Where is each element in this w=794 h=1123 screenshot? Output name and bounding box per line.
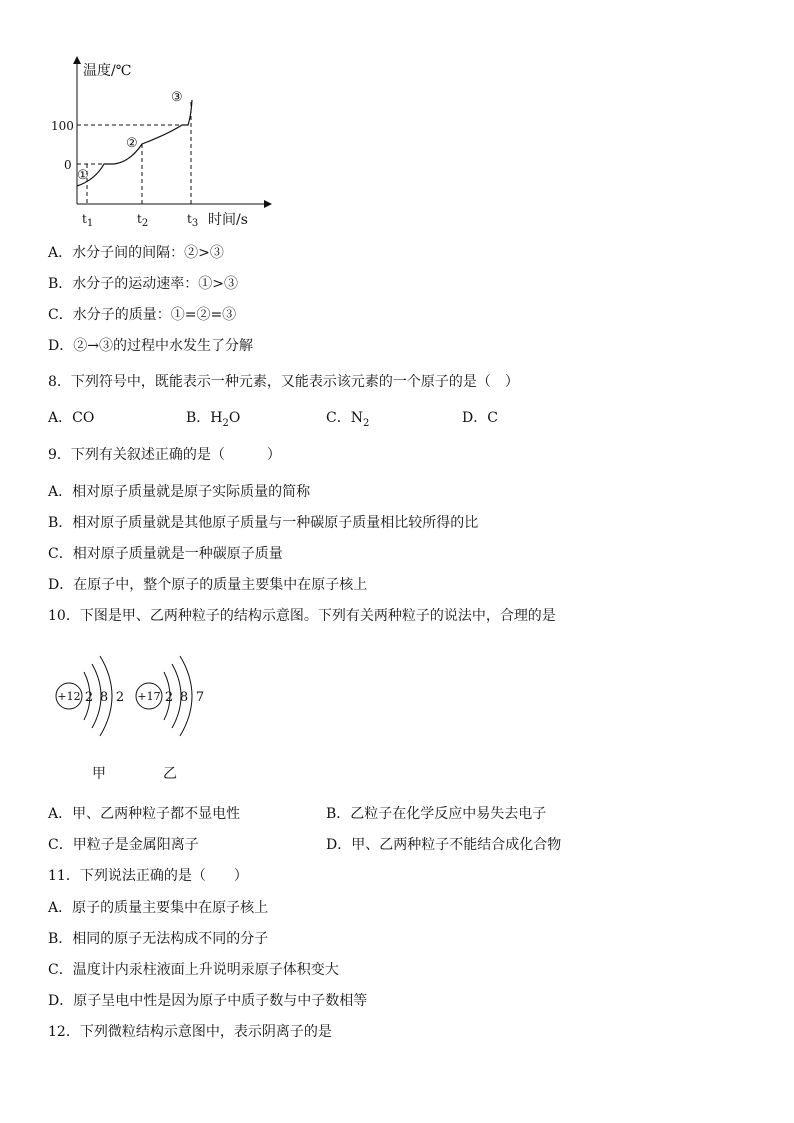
particle-b-diagram [136,656,204,736]
q8-option-b: B．$H_2O$ [186,410,241,429]
q9-option-a: A．相对原子质量就是原子实际质量的简称 [48,484,311,500]
q11-option-c: C．温度计内汞柱液面上升说明汞原子体积变大 [48,962,339,978]
q7-option-a: A．水分子间的间隔：②>③ [48,245,224,261]
q7-option-d: D．②→③的过程中水发生了分解 [48,338,253,354]
stage-marker-2: ② [126,136,138,151]
q7-option-c: C．水分子的质量：①=②=③ [48,307,237,323]
y-axis-label: 温度/℃ [83,63,132,79]
x-tick-t1: $t_1$ [82,212,94,229]
q11-stem: 11．下列说法正确的是（ ） [48,868,248,884]
q10-option-d: D．甲、乙两种粒子不能结合成化合物 [326,837,562,853]
x-tick-t3: $t_3$ [187,212,199,229]
particle-a-label: 甲 [92,766,106,782]
q12-stem: 12．下列微粒结构示意图中，表示阴离子的是 [48,1024,332,1040]
particle-a-shell-3: 2 [115,690,125,705]
particle-b-shell-1: 2 [164,690,174,705]
particle-a-diagram [56,656,124,736]
q9-stem: 9．下列有关叙述正确的是（ ） [48,447,281,463]
particle-a-nucleus: +12 [57,690,81,703]
q8-option-d: D．C [462,410,498,426]
x-tick-t2: $t_2$ [137,212,149,229]
q8-option-a: A．CO [48,410,95,426]
q9-option-b: B．相对原子质量就是其他原子质量与一种碳原子质量相比较所得的比 [48,515,479,531]
particle-b-label: 乙 [163,766,177,782]
particle-b-shell-3: 7 [195,690,205,705]
x-axis-label: 时间/s [208,212,248,228]
particle-a-shell-2: 8 [99,690,109,705]
temperature-time-graph [40,52,290,237]
particle-b-nucleus: +17 [137,690,161,703]
q11-option-a: A．原子的质量主要集中在原子核上 [48,900,269,916]
y-tick-0: 0 [64,158,72,172]
q10-option-b: B．乙粒子在化学反应中易失去电子 [326,806,547,822]
q9-option-d: D．在原子中，整个原子的质量主要集中在原子核上 [48,577,368,593]
q10-stem: 10．下图是甲、乙两种粒子的结构示意图。下列有关两种粒子的说法中，合理的是 [48,608,556,624]
q11-option-b: B．相同的原子无法构成不同的分子 [48,931,269,947]
q8-option-c: C．$N_2$ [326,410,370,429]
stage-marker-3: ③ [171,90,183,105]
y-tick-100: 100 [51,119,74,133]
stage-marker-1: ① [77,168,89,183]
q10-option-a: A．甲、乙两种粒子都不显电性 [48,806,241,822]
q8-stem: 8．下列符号中，既能表示一种元素，又能表示该元素的一个原子的是（ ） [48,374,519,390]
q10-option-c: C．甲粒子是金属阳离子 [48,837,199,853]
q9-option-c: C．相对原子质量就是一种碳原子质量 [48,546,283,562]
particle-b-shell-2: 8 [179,690,189,705]
q11-option-d: D．原子呈电中性是因为原子中质子数与中子数相等 [48,993,368,1009]
q7-option-b: B．水分子的运动速率：①>③ [48,276,239,292]
particle-structure-diagram [48,648,228,738]
particle-a-shell-1: 2 [84,690,94,705]
